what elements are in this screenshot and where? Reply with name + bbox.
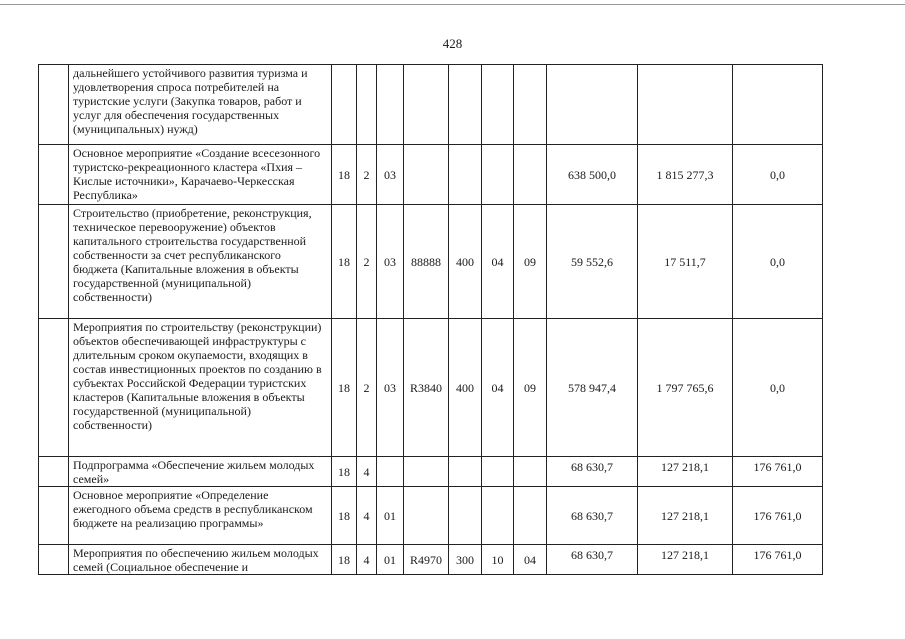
code-cell: 2 [357, 145, 377, 205]
code-cell: 04 [482, 205, 514, 319]
amount-cell: 127 218,1 [638, 545, 733, 575]
table-row [39, 205, 823, 319]
code-cell: 300 [449, 545, 482, 575]
code-cell: 2 [357, 319, 377, 457]
row-name: Мероприятия по строительству (реконструкции) объектов обеспечивающей инфраструктуры с длительным сроком окупаемости, входящих в состав инвестиционных проектов по созданию в субъектах Российской Федерации туристских кластеров (Капитальные вложения в объекты государственной (муниципальной) собственности) [69, 319, 332, 457]
row-name: Подпрограмма «Обеспечение жильем молодых семей» [69, 457, 332, 487]
budget-table [38, 64, 823, 575]
code-cell [404, 65, 449, 145]
amount-cell: 176 761,0 [733, 487, 823, 545]
code-cell [514, 487, 547, 545]
code-cell [482, 487, 514, 545]
code-cell: R3840 [404, 319, 449, 457]
amount-cell: 0,0 [733, 205, 823, 319]
code-cell [404, 145, 449, 205]
code-cell [449, 145, 482, 205]
amount-cell: 127 218,1 [638, 487, 733, 545]
row-index-cell [39, 457, 69, 487]
row-index-cell [39, 487, 69, 545]
code-cell: 03 [377, 319, 404, 457]
code-cell: 04 [482, 319, 514, 457]
code-cell: 4 [357, 457, 377, 487]
code-cell [449, 487, 482, 545]
row-index-cell [39, 545, 69, 575]
code-cell: 18 [332, 145, 357, 205]
code-cell: 01 [377, 545, 404, 575]
page-number: 428 [442, 36, 463, 51]
code-cell [482, 65, 514, 145]
table-row [39, 65, 823, 145]
code-cell: 18 [332, 319, 357, 457]
code-cell [514, 145, 547, 205]
row-index-cell [39, 205, 69, 319]
amount-cell [547, 65, 638, 145]
code-cell: 4 [357, 487, 377, 545]
code-cell: 2 [357, 205, 377, 319]
amount-cell: 68 630,7 [547, 487, 638, 545]
code-cell: 18 [332, 545, 357, 575]
amount-cell: 68 630,7 [547, 457, 638, 487]
code-cell: 4 [357, 545, 377, 575]
code-cell: 01 [377, 487, 404, 545]
code-cell [404, 457, 449, 487]
code-cell: 03 [377, 145, 404, 205]
amount-cell: 0,0 [733, 145, 823, 205]
row-name: Строительство (приобретение, реконструкция, техническое перевооружение) объектов капитального строительства государственной собственности за счет республиканского бюджета (Капитальные вложения в объекты государственной (муниципальной) собственности) [69, 205, 332, 319]
amount-cell [733, 65, 823, 145]
table-row [39, 319, 823, 457]
code-cell [449, 65, 482, 145]
amount-cell: 0,0 [733, 319, 823, 457]
page-top-edge [0, 4, 905, 5]
row-name: Основное мероприятие «Создание всесезонного туристско-рекреационного кластера «Пхия – Кислые источники», Карачаево-Черкесская Республика» [69, 145, 332, 205]
amount-cell: 176 761,0 [733, 457, 823, 487]
code-cell: 04 [514, 545, 547, 575]
code-cell [377, 65, 404, 145]
code-cell: 09 [514, 319, 547, 457]
code-cell: 400 [449, 205, 482, 319]
code-cell: 09 [514, 205, 547, 319]
code-cell [332, 65, 357, 145]
amount-cell: 59 552,6 [547, 205, 638, 319]
amount-cell: 578 947,4 [547, 319, 638, 457]
table-row [39, 545, 823, 575]
code-cell [514, 457, 547, 487]
amount-cell [638, 65, 733, 145]
code-cell: 10 [482, 545, 514, 575]
code-cell [449, 457, 482, 487]
row-index-cell [39, 319, 69, 457]
amount-cell: 176 761,0 [733, 545, 823, 575]
code-cell [514, 65, 547, 145]
row-name: Мероприятия по обеспечению жильем молодых семей (Социальное обеспечение и [69, 545, 332, 575]
row-name: Основное мероприятие «Определение ежегодного объема средств в республиканском бюджете на реализацию программы» [69, 487, 332, 545]
row-index-cell [39, 145, 69, 205]
code-cell [357, 65, 377, 145]
code-cell [482, 457, 514, 487]
code-cell [482, 145, 514, 205]
table-row [39, 145, 823, 205]
table-row [39, 487, 823, 545]
amount-cell: 638 500,0 [547, 145, 638, 205]
code-cell: 400 [449, 319, 482, 457]
amount-cell: 127 218,1 [638, 457, 733, 487]
amount-cell: 1 797 765,6 [638, 319, 733, 457]
amount-cell: 68 630,7 [547, 545, 638, 575]
row-index-cell [39, 65, 69, 145]
code-cell [377, 457, 404, 487]
amount-cell: 1 815 277,3 [638, 145, 733, 205]
code-cell: 18 [332, 457, 357, 487]
code-cell: 18 [332, 205, 357, 319]
amount-cell: 17 511,7 [638, 205, 733, 319]
code-cell: 03 [377, 205, 404, 319]
code-cell: R4970 [404, 545, 449, 575]
code-cell: 18 [332, 487, 357, 545]
code-cell [404, 487, 449, 545]
code-cell: 88888 [404, 205, 449, 319]
row-name: дальнейшего устойчивого развития туризма и удовлетворения спроса потребителей на туристские услуги (Закупка товаров, работ и услуг для обеспечения государственных (муниципальных) нужд) [69, 65, 332, 145]
table-row [39, 457, 823, 487]
